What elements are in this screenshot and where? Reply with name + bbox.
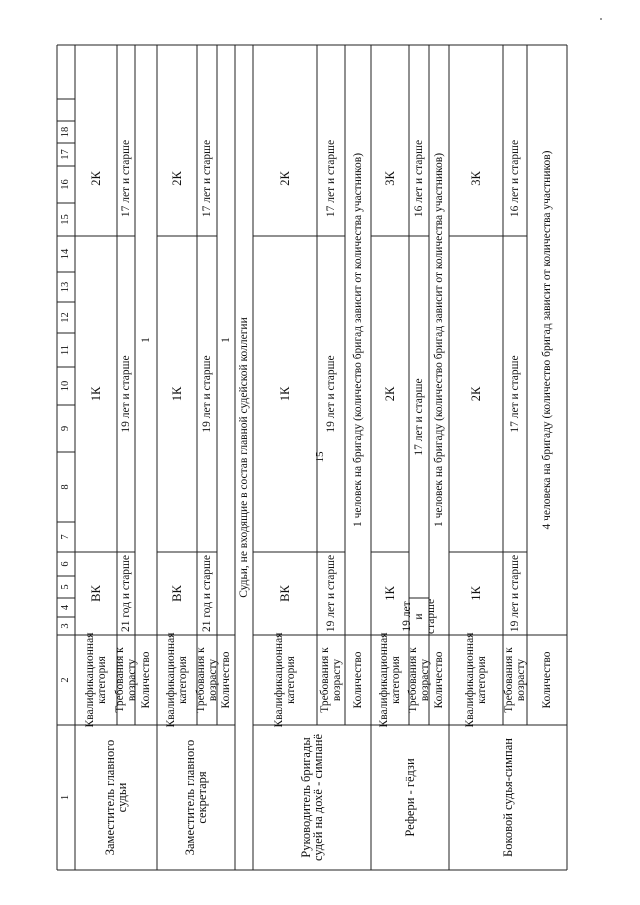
header-number-15: 15 <box>60 214 71 225</box>
role-name: Заместитель главного судьи <box>103 739 129 856</box>
qualification-value: 3К <box>469 171 483 186</box>
header-number-12: 12 <box>60 312 71 323</box>
quantity-label: Количество <box>541 651 553 709</box>
qualification-value: ВК <box>170 585 184 602</box>
header-number-8: 8 <box>60 484 71 490</box>
qualification-value: 1К <box>170 386 184 402</box>
age-value: 19 лет и старше <box>325 554 337 633</box>
qualification-value: 2К <box>469 386 483 402</box>
header-number-11: 11 <box>60 344 71 356</box>
header-number-3: 3 <box>60 623 71 629</box>
header-number-6: 6 <box>60 561 71 567</box>
section-title: Судьи, не входящие в состав главной судейской коллегии <box>238 317 250 598</box>
qualification-value: 1К <box>383 586 397 601</box>
qualification-value: 2К <box>278 171 292 186</box>
age-label: Требования к возрасту <box>503 647 527 713</box>
age-value: 19 лет и старше <box>201 355 213 433</box>
quantity-value: 1 <box>140 337 152 343</box>
age-value: 16 лет и старше <box>509 139 521 218</box>
role-name: Рефери - гёдзи <box>403 758 417 837</box>
age-value: 17 лет и старше <box>509 355 521 433</box>
age-value: 19 лет и старше <box>325 355 337 433</box>
quantity-value: 1 человек на бригаду (количество бригад зависит от количества участников) <box>352 152 364 528</box>
age-value: 19 лет и старше <box>120 355 132 433</box>
age-label: Требования к возрасту <box>407 647 431 713</box>
qualification-value: 1К <box>278 386 292 402</box>
header-number-4: 4 <box>60 604 71 611</box>
qualification-value: ВК <box>89 585 103 602</box>
age-value: 17 лет и старше <box>201 139 213 218</box>
age-label: Требования к возрасту <box>319 647 343 713</box>
age-value: 21 год и старше <box>120 554 132 633</box>
page-number: 15 <box>314 451 326 463</box>
header-number-7: 7 <box>60 534 71 540</box>
header-number-1: 1 <box>60 794 71 801</box>
age-value: 16 лет и старше <box>413 139 425 218</box>
qualification-value: 1К <box>469 586 483 601</box>
role-name: Боковой судья-симпан <box>501 738 515 857</box>
quantity-value: 4 человека на бригаду (количество бригад зависит от количества участников) <box>541 150 553 530</box>
quantity-value: 1 <box>220 337 232 343</box>
qualification-label: Квалификационная категория <box>378 632 402 728</box>
quantity-value: 1 человек на бригаду (количество бригад зависит от количества участников) <box>433 152 445 528</box>
age-value: 21 год и старше <box>201 554 213 633</box>
header-number-17: 17 <box>60 149 71 160</box>
age-value: 19 лет и старше <box>401 598 437 635</box>
qualification-value: 2К <box>170 171 184 186</box>
qualification-value: 3К <box>383 171 397 186</box>
role-name: Руководитель бригады судей на дохё - симпанё <box>299 733 325 862</box>
quantity-label: Количество <box>352 651 364 709</box>
header-number-18: 18 <box>60 126 71 138</box>
header-number-2: 2 <box>60 677 71 683</box>
scan-speck <box>600 18 602 20</box>
header-number-9: 9 <box>60 425 71 432</box>
quantity-label: Количество <box>140 651 152 709</box>
qualification-label: Квалификационная категория <box>84 632 108 728</box>
quantity-label: Количество <box>433 651 445 709</box>
age-value: 17 лет и старше <box>325 139 337 218</box>
header-number-16: 16 <box>60 179 71 190</box>
age-value: 17 лет и старше <box>413 378 425 456</box>
quantity-label: Количество <box>220 651 232 709</box>
header-number-10: 10 <box>60 380 71 392</box>
age-label: Требования к возрасту <box>114 647 138 713</box>
qualification-value: 2К <box>89 171 103 186</box>
header-number-19 <box>57 99 75 121</box>
header-number-14: 14 <box>60 248 71 260</box>
age-label: Требования к возрасту <box>195 647 219 713</box>
referee-requirements-table <box>57 45 640 862</box>
qualification-value: ВК <box>278 585 292 602</box>
qualification-value: 1К <box>89 386 103 402</box>
rotated-table <box>57 45 567 870</box>
header-number-13: 13 <box>60 281 71 293</box>
qualification-label: Квалификационная категория <box>273 632 297 728</box>
header-number-5: 5 <box>60 584 71 590</box>
qualification-label: Квалификационная категория <box>464 632 488 728</box>
age-value: 19 лет и старше <box>509 554 521 633</box>
age-value: 17 лет и старше <box>120 139 132 218</box>
role-name: Заместитель главного секретаря <box>183 739 209 856</box>
header-number-20 <box>57 45 75 99</box>
qualification-value: 2К <box>383 386 397 402</box>
qualification-label: Квалификационная категория <box>165 632 189 728</box>
